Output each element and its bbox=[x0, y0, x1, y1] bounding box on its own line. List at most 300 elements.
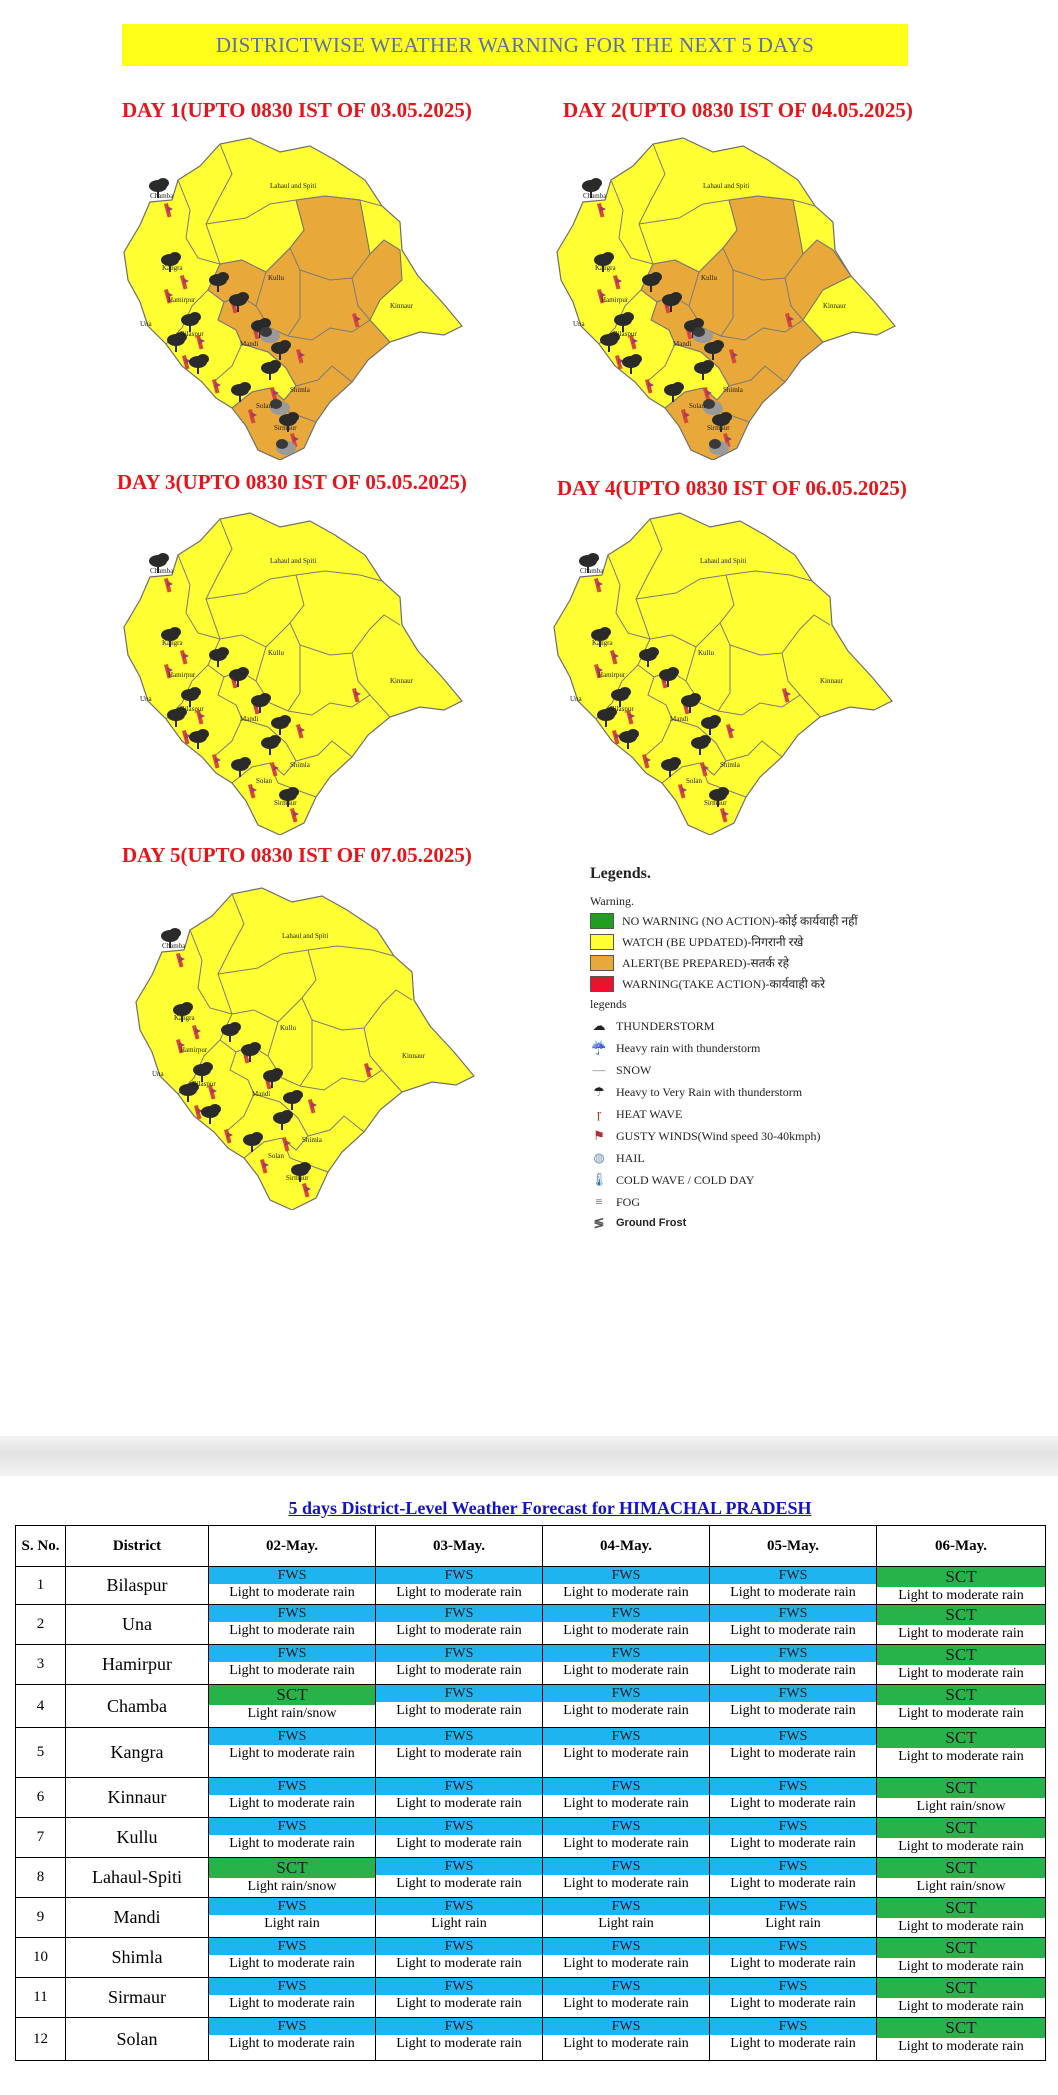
legend-cold-wave: 🌡 COLD WAVE / COLD DAY bbox=[590, 1172, 755, 1187]
legend-gusty-winds: ⚑ GUSTY WINDS(Wind speed 30-40kmph) bbox=[590, 1128, 821, 1144]
heat-wave-icon: ɼ bbox=[596, 1106, 602, 1121]
district-label-sirmaur: Sirmaur bbox=[286, 1174, 309, 1182]
table-row bbox=[16, 1685, 1046, 1728]
forecast-description: Light to moderate rain bbox=[396, 1876, 522, 1891]
row-district: Solan bbox=[66, 2018, 209, 2061]
page-banner: DISTRICTWISE WEATHER WARNING FOR THE NEXT 5 DAYS bbox=[122, 24, 908, 66]
day-1-map bbox=[120, 130, 470, 460]
forecast-cell bbox=[877, 1778, 1046, 1818]
forecast-cell bbox=[877, 1605, 1046, 1645]
forecast-cell bbox=[877, 1818, 1046, 1858]
forecast-description: Light to moderate rain bbox=[898, 1959, 1024, 1974]
forecast-code: FWS bbox=[376, 1605, 542, 1622]
legend-fog: ≡ FOG bbox=[590, 1194, 640, 1210]
row-district: Una bbox=[66, 1605, 209, 1645]
forecast-code: FWS bbox=[543, 2018, 709, 2035]
table-row bbox=[16, 1645, 1046, 1685]
row-district: Shimla bbox=[66, 1938, 209, 1978]
forecast-cell bbox=[877, 1858, 1046, 1898]
forecast-description: Light to moderate rain bbox=[730, 1876, 856, 1891]
row-sno: 1 bbox=[16, 1567, 66, 1605]
forecast-description: Light to moderate rain bbox=[229, 1623, 355, 1638]
day-5-title: DAY 5(UPTO 0830 IST OF 07.05.2025) bbox=[122, 843, 472, 867]
row-district: Mandi bbox=[66, 1898, 209, 1938]
forecast-code: FWS bbox=[543, 1685, 709, 1702]
forecast-description: Light to moderate rain bbox=[396, 1956, 522, 1971]
legend-very-heavy-rain: ☂ Heavy to Very Rain with thunderstorm bbox=[590, 1084, 802, 1100]
forecast-description: Light to moderate rain bbox=[229, 1836, 355, 1851]
forecast-description: Light rain/snow bbox=[916, 1879, 1006, 1894]
forecast-description: Light to moderate rain bbox=[563, 1623, 689, 1638]
green-swatch bbox=[590, 913, 614, 929]
district-label-shimla: Shimla bbox=[720, 761, 740, 769]
forecast-code: FWS bbox=[376, 1645, 542, 1662]
row-district: Bilaspur bbox=[66, 1567, 209, 1605]
row-sno: 5 bbox=[16, 1728, 66, 1778]
row-district: Lahaul-Spiti bbox=[66, 1858, 209, 1898]
forecast-description: Light to moderate rain bbox=[730, 1663, 856, 1678]
forecast-code: FWS bbox=[543, 1898, 709, 1915]
forecast-description: Light to moderate rain bbox=[563, 1703, 689, 1718]
district-label-sirmaur: Sirmaur bbox=[274, 424, 297, 432]
forecast-description: Light to moderate rain bbox=[730, 1836, 856, 1851]
forecast-code: FWS bbox=[209, 1818, 375, 1835]
forecast-code: FWS bbox=[376, 1818, 542, 1835]
forecast-cell bbox=[376, 1728, 543, 1778]
forecast-cell bbox=[376, 1858, 543, 1898]
district-label-kangra: Kangra bbox=[174, 1014, 195, 1022]
forecast-cell bbox=[710, 2018, 877, 2061]
table-row bbox=[16, 1818, 1046, 1858]
district-label-chamba: Chamba bbox=[583, 192, 607, 200]
row-sno: 3 bbox=[16, 1645, 66, 1685]
forecast-description: Light to moderate rain bbox=[898, 1839, 1024, 1854]
forecast-code: FWS bbox=[543, 1938, 709, 1955]
forecast-cell bbox=[209, 1605, 376, 1645]
row-sno: 2 bbox=[16, 1605, 66, 1645]
district-label-hamirpur: Hamirpur bbox=[168, 296, 196, 304]
forecast-cell bbox=[209, 2018, 376, 2061]
table-row bbox=[16, 1567, 1046, 1605]
forecast-cell bbox=[376, 1938, 543, 1978]
forecast-description: Light to moderate rain bbox=[898, 1749, 1024, 1764]
forecast-cell bbox=[543, 1778, 710, 1818]
forecast-cell bbox=[376, 1645, 543, 1685]
district-label-hamirpur: Hamirpur bbox=[180, 1046, 208, 1054]
forecast-title: 5 days District-Level Weather Forecast for HIMACHAL PRADESH bbox=[288, 1498, 812, 1518]
forecast-code: FWS bbox=[376, 1685, 542, 1702]
district-label-sirmaur: Sirmaur bbox=[707, 424, 730, 432]
district-label-una: Una bbox=[573, 320, 585, 328]
table-row bbox=[16, 1605, 1046, 1645]
forecast-description: Light to moderate rain bbox=[229, 2036, 355, 2051]
forecast-description: Light to moderate rain bbox=[730, 1746, 856, 1761]
legend-ground-frost: ≶ Ground Frost bbox=[590, 1215, 686, 1231]
district-label-chamba: Chamba bbox=[162, 942, 186, 950]
row-sno: 6 bbox=[16, 1778, 66, 1818]
forecast-cell bbox=[543, 1898, 710, 1938]
forecast-table bbox=[15, 1525, 1046, 2061]
forecast-cell bbox=[543, 1938, 710, 1978]
forecast-cell bbox=[376, 1605, 543, 1645]
district-label-kangra: Kangra bbox=[592, 639, 613, 647]
header-day-2: 03-May. bbox=[376, 1526, 543, 1567]
forecast-description: Light to moderate rain bbox=[898, 1999, 1024, 2014]
row-sno: 8 bbox=[16, 1858, 66, 1898]
fog-icon: ≡ bbox=[595, 1194, 603, 1209]
district-label-bilaspur: Bilaspur bbox=[613, 330, 637, 338]
snow-icon: — bbox=[592, 1062, 606, 1077]
forecast-code: SCT bbox=[877, 1898, 1045, 1918]
district-label-kangra: Kangra bbox=[162, 639, 183, 647]
row-district: Kinnaur bbox=[66, 1778, 209, 1818]
district-label-mandi: Mandi bbox=[240, 340, 259, 348]
forecast-description: Light to moderate rain bbox=[396, 1623, 522, 1638]
forecast-cell bbox=[877, 1728, 1046, 1778]
legend-heading: Legends. bbox=[590, 865, 651, 882]
district-label-bilaspur: Bilaspur bbox=[180, 330, 204, 338]
district-label-una: Una bbox=[570, 695, 582, 703]
forecast-cell bbox=[209, 1818, 376, 1858]
district-label-lahaul: Lahaul and Spiti bbox=[700, 557, 747, 565]
legend-heat-wave: ɼ HEAT WAVE bbox=[590, 1106, 682, 1122]
forecast-cell bbox=[710, 1858, 877, 1898]
forecast-cell bbox=[209, 1858, 376, 1898]
forecast-cell bbox=[543, 1645, 710, 1685]
forecast-description: Light to moderate rain bbox=[563, 1585, 689, 1600]
forecast-cell bbox=[543, 1858, 710, 1898]
forecast-description: Light to moderate rain bbox=[898, 1706, 1024, 1721]
forecast-code: SCT bbox=[877, 1778, 1045, 1798]
forecast-code: FWS bbox=[543, 1728, 709, 1745]
forecast-description: Light to moderate rain bbox=[730, 2036, 856, 2051]
forecast-description: Light to moderate rain bbox=[898, 2039, 1024, 2054]
forecast-cell bbox=[710, 1605, 877, 1645]
legend-warning: WARNING(TAKE ACTION)-कार्यवाही करे bbox=[590, 975, 825, 992]
day-1-title: DAY 1(UPTO 0830 IST OF 03.05.2025) bbox=[122, 98, 472, 122]
forecast-description: Light to moderate rain bbox=[730, 1956, 856, 1971]
district-label-lahaul: Lahaul and Spiti bbox=[270, 182, 317, 190]
forecast-description: Light to moderate rain bbox=[396, 1996, 522, 2011]
table-row bbox=[16, 1778, 1046, 1818]
forecast-description: Light to moderate rain bbox=[396, 1663, 522, 1678]
forecast-code: SCT bbox=[209, 1858, 375, 1878]
district-label-bilaspur: Bilaspur bbox=[192, 1080, 216, 1088]
forecast-code: FWS bbox=[710, 1818, 876, 1835]
forecast-code: FWS bbox=[543, 1645, 709, 1662]
forecast-cell bbox=[376, 1567, 543, 1605]
forecast-description: Light to moderate rain bbox=[396, 1585, 522, 1600]
forecast-code: FWS bbox=[543, 1567, 709, 1584]
forecast-code: SCT bbox=[877, 1605, 1045, 1625]
row-district: Kullu bbox=[66, 1818, 209, 1858]
forecast-description: Light to moderate rain bbox=[229, 1746, 355, 1761]
forecast-code: SCT bbox=[209, 1685, 375, 1705]
table-row bbox=[16, 2018, 1046, 2061]
district-label-bilaspur: Bilaspur bbox=[180, 705, 204, 713]
district-label-kinnaur: Kinnaur bbox=[390, 302, 413, 310]
legend-heavy-rain: ☔ Heavy rain with thunderstorm bbox=[590, 1040, 761, 1055]
district-label-kullu: Kullu bbox=[280, 1024, 296, 1032]
district-label-sirmaur: Sirmaur bbox=[704, 799, 727, 807]
forecast-code: SCT bbox=[877, 1978, 1045, 1998]
forecast-code: FWS bbox=[209, 1938, 375, 1955]
row-sno: 7 bbox=[16, 1818, 66, 1858]
forecast-cell bbox=[877, 1685, 1046, 1728]
forecast-description: Light to moderate rain bbox=[563, 1746, 689, 1761]
forecast-description: Light to moderate rain bbox=[730, 1996, 856, 2011]
forecast-code: FWS bbox=[209, 2018, 375, 2035]
forecast-code: SCT bbox=[877, 1818, 1045, 1838]
forecast-description: Light rain bbox=[598, 1916, 654, 1931]
forecast-code: SCT bbox=[877, 1685, 1045, 1705]
legend-warning-heading: Warning. bbox=[590, 894, 635, 908]
district-label-lahaul: Lahaul and Spiti bbox=[270, 557, 317, 565]
forecast-cell bbox=[710, 1567, 877, 1605]
table-row bbox=[16, 1938, 1046, 1978]
forecast-cell bbox=[209, 1778, 376, 1818]
forecast-description: Light to moderate rain bbox=[563, 1996, 689, 2011]
forecast-description: Light to moderate rain bbox=[563, 1876, 689, 1891]
forecast-cell bbox=[710, 1898, 877, 1938]
district-label-mandi: Mandi bbox=[252, 1090, 271, 1098]
header-sno: S. No. bbox=[16, 1526, 66, 1567]
forecast-code: FWS bbox=[710, 1567, 876, 1584]
forecast-code: FWS bbox=[710, 1978, 876, 1995]
forecast-description: Light rain/snow bbox=[916, 1799, 1006, 1814]
district-label-hamirpur: Hamirpur bbox=[168, 671, 196, 679]
forecast-code: FWS bbox=[543, 1818, 709, 1835]
district-label-solan: Solan bbox=[689, 402, 705, 410]
district-label-kullu: Kullu bbox=[268, 274, 284, 282]
district-label-solan: Solan bbox=[256, 777, 272, 785]
forecast-cell bbox=[209, 1685, 376, 1728]
district-label-hamirpur: Hamirpur bbox=[598, 671, 626, 679]
red-swatch bbox=[590, 976, 614, 992]
district-label-kullu: Kullu bbox=[268, 649, 284, 657]
forecast-code: FWS bbox=[376, 1938, 542, 1955]
forecast-code: FWS bbox=[376, 2018, 542, 2035]
forecast-code: FWS bbox=[543, 1605, 709, 1622]
heavy-rain-icon: ☔ bbox=[590, 1040, 608, 1055]
forecast-cell bbox=[543, 1818, 710, 1858]
row-sno: 9 bbox=[16, 1898, 66, 1938]
forecast-cell bbox=[710, 1778, 877, 1818]
forecast-cell bbox=[376, 1898, 543, 1938]
district-label-chamba: Chamba bbox=[150, 192, 174, 200]
forecast-cell bbox=[209, 1645, 376, 1685]
forecast-cell bbox=[209, 1898, 376, 1938]
district-label-shimla: Shimla bbox=[723, 386, 743, 394]
forecast-code: FWS bbox=[710, 1898, 876, 1915]
forecast-description: Light to moderate rain bbox=[898, 1588, 1024, 1603]
forecast-cell bbox=[543, 1685, 710, 1728]
forecast-cell bbox=[543, 2018, 710, 2061]
district-label-bilaspur: Bilaspur bbox=[610, 705, 634, 713]
forecast-cell bbox=[877, 1645, 1046, 1685]
forecast-code: FWS bbox=[376, 1567, 542, 1584]
district-label-shimla: Shimla bbox=[290, 386, 310, 394]
district-label-kangra: Kangra bbox=[162, 264, 183, 272]
forecast-cell bbox=[877, 1938, 1046, 1978]
cold-wave-icon: 🌡 bbox=[590, 1172, 608, 1187]
forecast-cell bbox=[543, 1605, 710, 1645]
forecast-code: FWS bbox=[543, 1858, 709, 1875]
header-day-3: 04-May. bbox=[543, 1526, 710, 1567]
forecast-description: Light to moderate rain bbox=[229, 1663, 355, 1678]
legend-alert: ALERT(BE PREPARED)-सतर्क रहे bbox=[590, 954, 789, 971]
forecast-description: Light to moderate rain bbox=[229, 1956, 355, 1971]
forecast-description: Light to moderate rain bbox=[563, 1663, 689, 1678]
forecast-description: Light to moderate rain bbox=[898, 1666, 1024, 1681]
forecast-cell bbox=[710, 1818, 877, 1858]
forecast-code: FWS bbox=[376, 1778, 542, 1795]
district-label-kinnaur: Kinnaur bbox=[390, 677, 413, 685]
forecast-code: FWS bbox=[209, 1567, 375, 1584]
row-district: Kangra bbox=[66, 1728, 209, 1778]
forecast-code: SCT bbox=[877, 1728, 1045, 1748]
row-sno: 10 bbox=[16, 1938, 66, 1978]
forecast-code: FWS bbox=[209, 1978, 375, 1995]
forecast-code: FWS bbox=[376, 1728, 542, 1745]
table-row bbox=[16, 1978, 1046, 2018]
district-label-sirmaur: Sirmaur bbox=[274, 799, 297, 807]
forecast-cell bbox=[209, 1938, 376, 1978]
district-label-lahaul: Lahaul and Spiti bbox=[282, 932, 329, 940]
district-label-mandi: Mandi bbox=[670, 715, 689, 723]
district-label-shimla: Shimla bbox=[290, 761, 310, 769]
forecast-description: Light rain bbox=[264, 1916, 320, 1931]
forecast-description: Light to moderate rain bbox=[730, 1703, 856, 1718]
legend-hail: ◍ HAIL bbox=[590, 1150, 645, 1166]
district-label-mandi: Mandi bbox=[240, 715, 259, 723]
district-label-kinnaur: Kinnaur bbox=[402, 1052, 425, 1060]
district-label-solan: Solan bbox=[268, 1152, 284, 1160]
forecast-description: Light to moderate rain bbox=[730, 1796, 856, 1811]
header-day-4: 05-May. bbox=[710, 1526, 877, 1567]
forecast-cell bbox=[877, 2018, 1046, 2061]
header-day-5: 06-May. bbox=[877, 1526, 1046, 1567]
forecast-description: Light to moderate rain bbox=[730, 1623, 856, 1638]
forecast-code: FWS bbox=[710, 2018, 876, 2035]
forecast-code: FWS bbox=[710, 1778, 876, 1795]
forecast-code: FWS bbox=[209, 1728, 375, 1745]
forecast-cell bbox=[710, 1938, 877, 1978]
header-district: District bbox=[66, 1526, 209, 1567]
hail-icon: ◍ bbox=[593, 1150, 605, 1165]
day-5-map bbox=[127, 880, 487, 1210]
day-4-title: DAY 4(UPTO 0830 IST OF 06.05.2025) bbox=[557, 476, 907, 500]
forecast-cell bbox=[710, 1645, 877, 1685]
forecast-code: FWS bbox=[543, 1978, 709, 1995]
forecast-description: Light to moderate rain bbox=[396, 1703, 522, 1718]
forecast-description: Light to moderate rain bbox=[563, 1796, 689, 1811]
header-day-1: 02-May. bbox=[209, 1526, 376, 1567]
table-row bbox=[16, 1898, 1046, 1938]
forecast-description: Light to moderate rain bbox=[396, 2036, 522, 2051]
legend-watch: WATCH (BE UPDATED)-निगरानी रखे bbox=[590, 933, 803, 950]
very-heavy-rain-icon: ☂ bbox=[593, 1084, 605, 1099]
district-label-kinnaur: Kinnaur bbox=[823, 302, 846, 310]
forecast-cell bbox=[543, 1567, 710, 1605]
forecast-cell bbox=[710, 1685, 877, 1728]
district-label-lahaul: Lahaul and Spiti bbox=[703, 182, 750, 190]
forecast-cell bbox=[710, 1978, 877, 2018]
row-district: Hamirpur bbox=[66, 1645, 209, 1685]
district-label-kangra: Kangra bbox=[595, 264, 616, 272]
forecast-description: Light to moderate rain bbox=[563, 1836, 689, 1851]
forecast-cell bbox=[877, 1898, 1046, 1938]
day-4-map bbox=[540, 505, 910, 835]
forecast-cell bbox=[877, 1567, 1046, 1605]
forecast-cell bbox=[543, 1978, 710, 2018]
forecast-code: FWS bbox=[376, 1978, 542, 1995]
district-label-solan: Solan bbox=[256, 402, 272, 410]
forecast-code: FWS bbox=[209, 1605, 375, 1622]
district-label-una: Una bbox=[140, 320, 152, 328]
district-label-kinnaur: Kinnaur bbox=[820, 677, 843, 685]
table-header-row bbox=[16, 1526, 1046, 1567]
forecast-description: Light to moderate rain bbox=[898, 1626, 1024, 1641]
legend-symbols-heading: legends bbox=[590, 997, 627, 1011]
section-divider bbox=[0, 1436, 1058, 1476]
forecast-description: Light to moderate rain bbox=[730, 1585, 856, 1600]
forecast-description: Light to moderate rain bbox=[396, 1746, 522, 1761]
forecast-description: Light to moderate rain bbox=[396, 1836, 522, 1851]
forecast-description: Light to moderate rain bbox=[229, 1585, 355, 1600]
forecast-description: Light rain/snow bbox=[247, 1879, 337, 1894]
forecast-code: FWS bbox=[710, 1858, 876, 1875]
day-2-title: DAY 2(UPTO 0830 IST OF 04.05.2025) bbox=[563, 98, 913, 122]
forecast-code: FWS bbox=[710, 1685, 876, 1702]
district-label-solan: Solan bbox=[686, 777, 702, 785]
table-row bbox=[16, 1728, 1046, 1778]
legend-snow: — SNOW bbox=[590, 1062, 651, 1078]
forecast-description: Light to moderate rain bbox=[563, 1956, 689, 1971]
ground-frost-icon: ≶ bbox=[593, 1215, 605, 1230]
forecast-code: SCT bbox=[877, 1858, 1045, 1878]
forecast-code: FWS bbox=[710, 1605, 876, 1622]
forecast-description: Light to moderate rain bbox=[229, 1996, 355, 2011]
row-sno: 12 bbox=[16, 2018, 66, 2061]
district-label-chamba: Chamba bbox=[580, 567, 604, 575]
forecast-description: Light rain bbox=[431, 1916, 487, 1931]
forecast-code: FWS bbox=[376, 1858, 542, 1875]
row-district: Chamba bbox=[66, 1685, 209, 1728]
row-sno: 11 bbox=[16, 1978, 66, 2018]
forecast-description: Light rain bbox=[765, 1916, 821, 1931]
forecast-description: Light to moderate rain bbox=[563, 2036, 689, 2051]
forecast-code: FWS bbox=[710, 1645, 876, 1662]
forecast-cell bbox=[376, 1685, 543, 1728]
forecast-code: SCT bbox=[877, 2018, 1045, 2038]
forecast-code: FWS bbox=[710, 1728, 876, 1745]
forecast-code: FWS bbox=[543, 1778, 709, 1795]
forecast-cell bbox=[209, 1728, 376, 1778]
district-label-shimla: Shimla bbox=[302, 1136, 322, 1144]
map-legend bbox=[588, 862, 1028, 1242]
orange-swatch bbox=[590, 955, 614, 971]
gusty-wind-icon: ⚑ bbox=[593, 1128, 605, 1143]
forecast-code: FWS bbox=[376, 1898, 542, 1915]
day-3-map bbox=[110, 505, 480, 835]
row-sno: 4 bbox=[16, 1685, 66, 1728]
day-3-title: DAY 3(UPTO 0830 IST OF 05.05.2025) bbox=[117, 470, 467, 494]
yellow-swatch bbox=[590, 934, 614, 950]
forecast-code: FWS bbox=[209, 1645, 375, 1662]
forecast-cell bbox=[376, 1978, 543, 2018]
forecast-code: FWS bbox=[209, 1898, 375, 1915]
